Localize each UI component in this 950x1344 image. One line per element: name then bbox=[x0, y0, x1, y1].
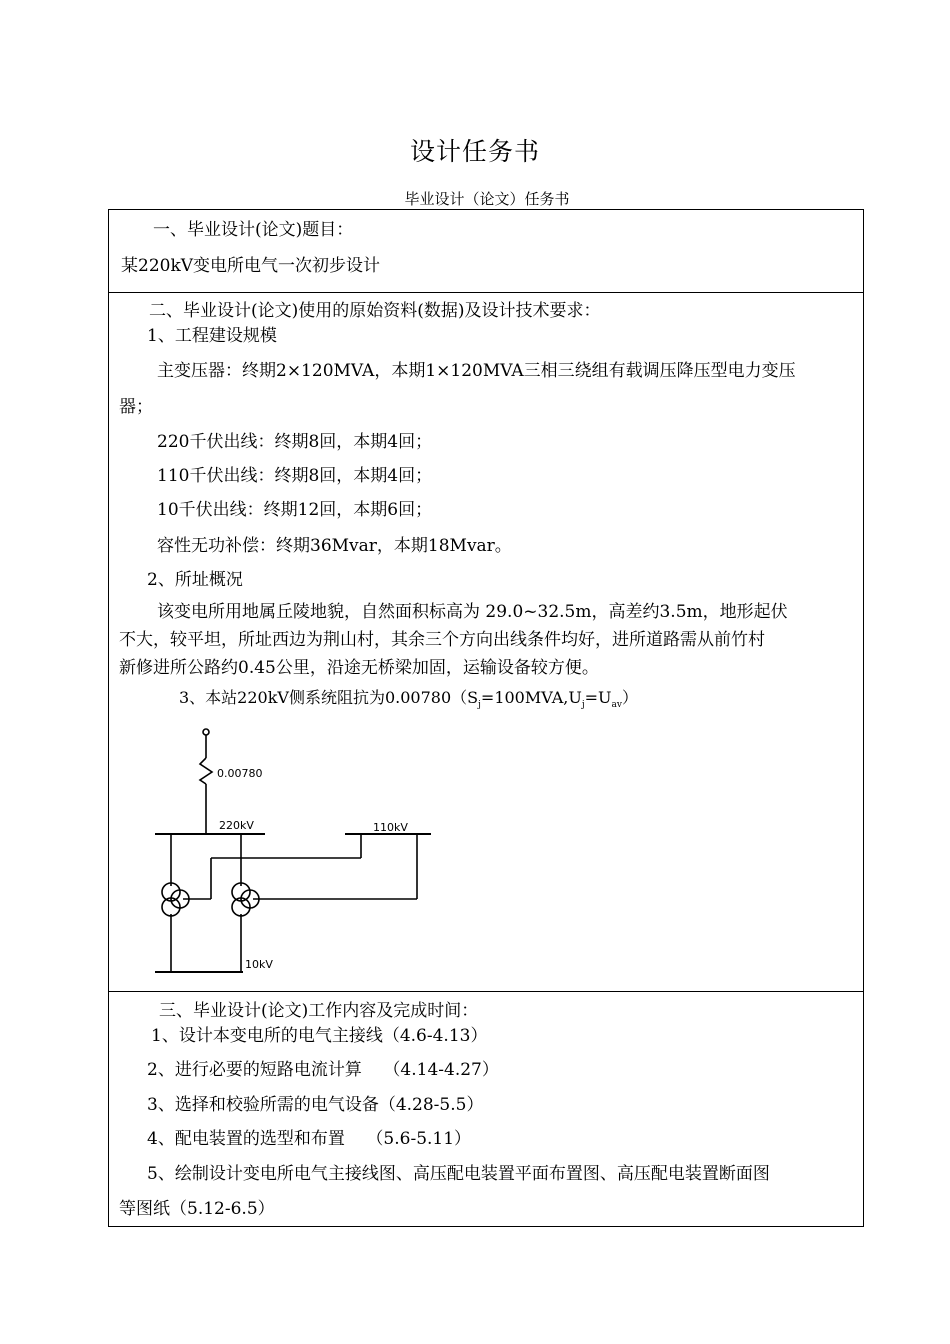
reactive-compensation: 容性无功补偿：终期36Mvar，本期18Mvar。 bbox=[157, 536, 512, 556]
task-5-line-2: 等图纸（5.12-6.5） bbox=[119, 1199, 275, 1219]
site-line-2: 不大，较平坦，所址西边为荆山村，其余三个方向出线条件均好，进所道路需从前竹村 bbox=[119, 630, 765, 650]
page-title: 设计任务书 bbox=[409, 137, 540, 166]
impedance-symbol bbox=[200, 758, 212, 784]
bus-220kv-label: 220kV bbox=[219, 819, 254, 832]
item3-impedance: 3、本站220kV侧系统阻抗为$0.00780(S_j=100MVA,U_j=U_{av})$ bbox=[179, 688, 638, 711]
outgoing-10kv: 10千伏出线：终期12回，本期6回； bbox=[157, 500, 433, 520]
table-caption: 毕业设计（论文）任务书 bbox=[404, 190, 570, 208]
task-3: 3、选择和校验所需的电气设备（4.28-5.5） bbox=[147, 1095, 484, 1115]
task-5-line-1: 5、绘制设计变电所电气主接线图、高压配电装置平面布置图、高压配电装置断面图 bbox=[147, 1164, 770, 1184]
design-topic: 某220kV变电所电气一次初步设计 bbox=[121, 256, 381, 276]
section1-heading: 一、毕业设计(论文)题目： bbox=[153, 220, 354, 240]
site-line-1: 该变电所用地属丘陵地貌，自然面积标高为 29.0~32.5m，高差约3.5m，地形起伏 bbox=[157, 602, 788, 622]
section-requirements bbox=[109, 293, 863, 992]
transformer-line-2: 器； bbox=[119, 397, 153, 417]
section-topic bbox=[109, 210, 863, 293]
section-tasks bbox=[109, 992, 863, 1226]
bus-110kv-label: 110kV bbox=[373, 821, 408, 834]
task-4: 4、配电装置的选型和布置 （5.6-5.11） bbox=[147, 1129, 472, 1149]
bus-10kv-label: 10kV bbox=[245, 958, 273, 971]
outgoing-220kv: 220千伏出线：终期8回，本期4回； bbox=[157, 432, 433, 452]
wiring-diagram bbox=[149, 718, 449, 978]
impedance-label: 0.00780 bbox=[217, 767, 263, 780]
transformer-line-1: 主变压器：终期2×120MVA，本期1×120MVA三相三绕组有载调压降压型电力变压 bbox=[157, 361, 796, 381]
item1-title: 1、工程建设规模 bbox=[147, 326, 277, 346]
item2-title: 2、所址概况 bbox=[147, 570, 243, 590]
source-terminal bbox=[203, 729, 209, 735]
site-line-3: 新修进所公路约0.45公里，沿途无桥梁加固，运输设备较方便。 bbox=[119, 658, 599, 678]
task-1: 1、设计本变电所的电气主接线（4.6-4.13） bbox=[151, 1026, 488, 1046]
task-table bbox=[108, 209, 864, 1227]
section3-heading: 三、毕业设计(论文)工作内容及完成时间： bbox=[159, 1001, 479, 1021]
outgoing-110kv: 110千伏出线：终期8回，本期4回； bbox=[157, 466, 433, 486]
section2-heading: 二、毕业设计(论文)使用的原始资料(数据)及设计技术要求： bbox=[149, 301, 601, 321]
task-2: 2、进行必要的短路电流计算 （4.14-4.27） bbox=[147, 1060, 499, 1080]
